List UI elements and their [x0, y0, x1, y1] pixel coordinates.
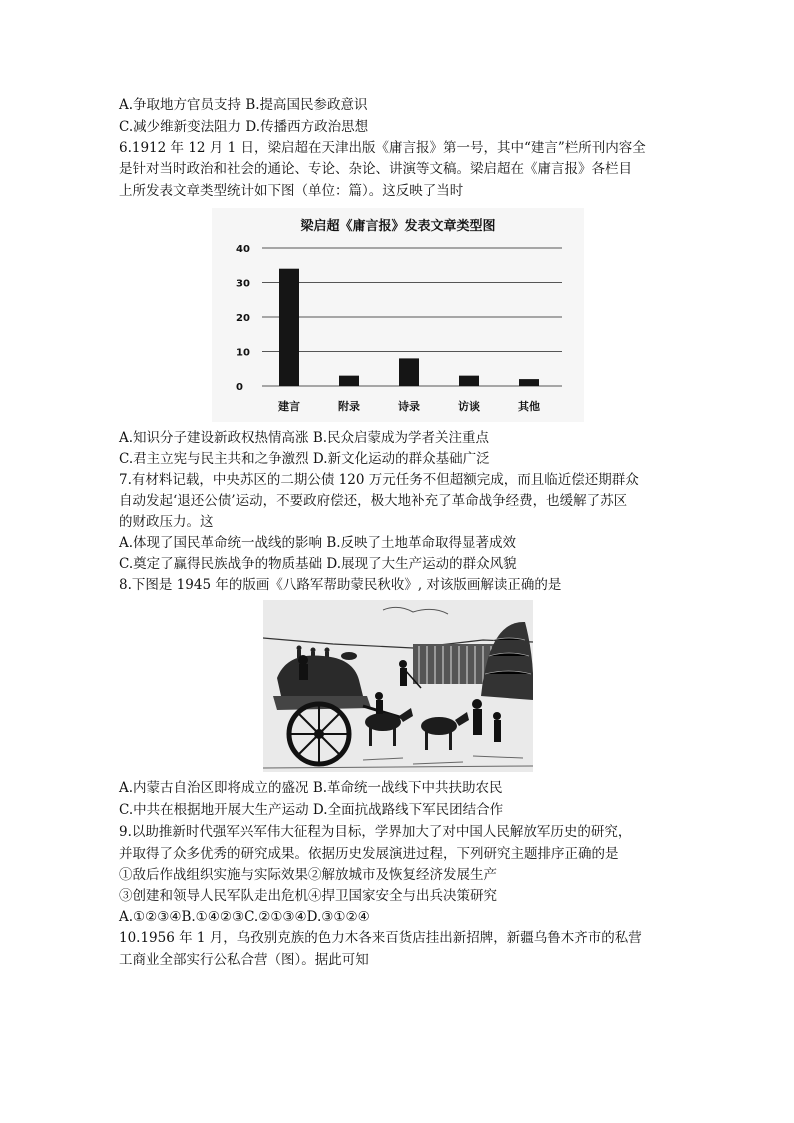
q6-stem-line-1: 6.1912 年 12 月 1 日，梁启超在天津出版《庸言报》第一号，其中“建言”栏所刊内容全 [119, 140, 646, 156]
bar-1 [339, 376, 359, 386]
q8-stem: 8.下图是 1945 年的版画《八路军帮助蒙民秋收》, 对该版画解读正确的是 [119, 577, 562, 593]
q6-options-cd: C.君主立宪与民主共和之争激烈 D.新文化运动的群众基础广泛 [119, 451, 490, 467]
q7-stem-line-3: 的财政压力。这 [119, 514, 214, 530]
bar-4 [519, 379, 539, 386]
q6-stem-line-2: 是针对当时政治和社会的通论、专论、杂论、讲演等文稿。梁启超在《庸言报》各栏目 [119, 161, 632, 177]
y-tick-label: 10 [236, 347, 250, 359]
q10-stem-line-2: 工商业全部实行公私合营（图）。据此可知 [119, 952, 369, 968]
category-label: 附录 [338, 400, 360, 413]
woodcut-illustration [263, 600, 533, 772]
y-tick-label: 0 [236, 382, 243, 393]
category-label: 诗录 [398, 400, 420, 413]
q9-options: A.①②③④B.①④②③C.②①③④D.③①②④ [119, 909, 370, 925]
q6-stem-line-3: 上所发表文章类型统计如下图（单位：篇）。这反映了当时 [119, 183, 464, 199]
q7-options-cd: C.奠定了赢得民族战争的物质基础 D.展现了大生产运动的群众风貌 [119, 556, 517, 572]
q7-stem-line-1: 7.有材料记载，中央苏区的二期公债 120 万元任务不但超额完成，而且临近偿还期群众 [119, 472, 639, 488]
q6-options-ab: A.知识分子建设新政权热情高涨 B.民众启蒙成为学者关注重点 [119, 430, 490, 446]
q7-options-ab: A.体现了国民革命统一战线的影响 B.反映了土地革命取得显著成效 [119, 535, 517, 551]
q9-items-3-4: ③创建和领导人民军队走出危机④捍卫国家安全与出兵决策研究 [119, 888, 497, 904]
category-label: 访谈 [458, 400, 480, 413]
bar-0 [279, 269, 299, 386]
y-tick-label: 40 [236, 244, 250, 255]
q8-options-ab: A.内蒙古自治区即将成立的盛况 B.革命统一战线下中共扶助农民 [119, 780, 503, 796]
q9-stem-line-2: 并取得了众多优秀的研究成果。依据历史发展演进过程，下列研究主题排序正确的是 [119, 846, 619, 862]
article-type-chart [212, 208, 584, 422]
bar-2 [399, 358, 419, 386]
q9-stem-line-1: 9.以助推新时代强军兴军伟大征程为目标，学界加大了对中国人民解放军历史的研究， [119, 824, 632, 840]
y-tick-label: 30 [236, 278, 250, 290]
q5-options-cd: C.减少维新变法阻力 D.传播西方政治思想 [119, 119, 369, 135]
category-label: 建言 [278, 400, 300, 413]
q10-stem-line-1: 10.1956 年 1 月，乌孜别克族的色力木各来百货店挂出新招牌，新疆乌鲁木齐市的私营 [119, 930, 642, 946]
chart-title: 梁启超《庸言报》发表文章类型图 [300, 219, 496, 234]
y-tick-label: 20 [236, 313, 250, 324]
chart-svg [212, 208, 584, 422]
chart-background [212, 208, 584, 422]
category-label: 其他 [518, 400, 540, 413]
woodcut-harvest-image [263, 600, 533, 772]
q7-stem-line-2: 自动发起‘退还公债’运动，不要政府偿还，极大地补充了革命战争经费，也缓解了苏区 [119, 493, 628, 509]
q8-options-cd: C.中共在根据地开展大生产运动 D.全面抗战路线下军民团结合作 [119, 802, 504, 818]
q9-items-1-2: ①敌后作战组织实施与实际效果②解放城市及恢复经济发展生产 [119, 867, 497, 883]
bar-3 [459, 376, 479, 386]
q5-options-ab: A.争取地方官员支持 B.提高国民参政意识 [119, 97, 368, 113]
